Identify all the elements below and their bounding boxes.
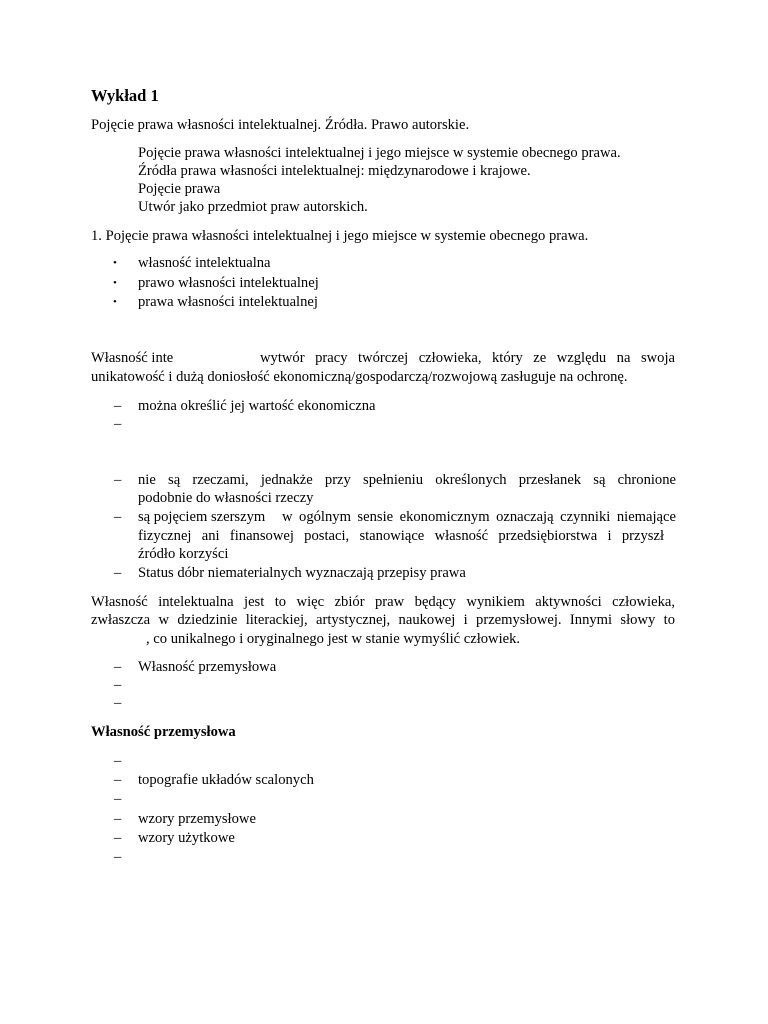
dash-icon: – (114, 565, 122, 581)
dash-icon: – (114, 677, 122, 693)
section-heading: Własność przemysłowa (91, 724, 236, 740)
dash-item: wzory użytkowe (138, 830, 235, 846)
bullet-icon: • (113, 296, 117, 308)
page-title: Wykład 1 (91, 86, 159, 105)
dash-item: wzory przemysłowe (138, 811, 256, 827)
dash-icon: – (114, 830, 122, 846)
dash-item: Status dóbr niematerialnych wyznaczają przepisy prawa (138, 565, 466, 581)
bullet-item: prawo własności intelektualnej (138, 275, 319, 291)
dash-icon: – (114, 849, 122, 865)
dash-item: w ogólnym sensie ekonomicznym oznaczają czynniki niemające (282, 509, 676, 525)
dash-icon: – (114, 659, 122, 675)
subtitle: Pojęcie prawa własności intelektualnej. Źródła. Prawo autorskie. (91, 117, 470, 133)
dash-icon: – (114, 416, 122, 432)
section-heading: 1. Pojęcie prawa własności intelektualnej i jego miejsce w systemie obecnego prawa. (91, 228, 589, 244)
dash-icon: – (114, 398, 122, 414)
bullet-icon: • (113, 257, 117, 269)
bullet-item: własność intelektualna (138, 255, 271, 271)
dash-item-continued: źródło korzyści (138, 546, 229, 562)
dash-icon: – (114, 772, 122, 788)
dash-item-continued: fizycznej ani finansowej postaci, stanowiące własność przedsiębiorstwa i przyszł (138, 528, 664, 544)
dash-icon: – (114, 791, 122, 807)
paragraph-text: wytwór pracy twórczej człowieka, który ze względu na swoja (260, 350, 675, 366)
paragraph-text: unikatowość i dużą doniosłość ekonomiczną/gospodarczą/rozwojową zasługuje na ochronę. (91, 369, 628, 385)
dash-icon: – (114, 753, 122, 769)
dash-item: są pojęciem szerszym (138, 509, 266, 525)
outline-item: Utwór jako przedmiot praw autorskich. (138, 199, 368, 215)
paragraph-text: Własność intelektualna jest to więc zbiór praw będący wynikiem aktywności człowieka, (91, 594, 675, 610)
dash-item: topografie układów scalonych (138, 772, 314, 788)
dash-item: Własność przemysłowa (138, 659, 277, 675)
outline-item: Pojęcie prawa własności intelektualnej i jego miejsce w systemie obecnego prawa. (138, 145, 621, 161)
dash-item: można określić jej wartość ekonomiczna (138, 398, 376, 414)
paragraph-text: zwłaszcza w dziedzinie literackiej, artystycznej, naukowej i przemysłowej. Innymi słowy to (91, 612, 675, 628)
dash-icon: – (114, 509, 122, 525)
dash-item: nie są rzeczami, jednakże przy spełnieniu określonych przesłanek są chronione (138, 472, 676, 488)
bullet-item: prawa własności intelektualnej (138, 294, 318, 310)
dash-icon: – (114, 695, 122, 711)
outline-item: Źródła prawa własności intelektualnej: międzynarodowe i krajowe. (138, 163, 531, 179)
bullet-icon: • (113, 277, 117, 289)
paragraph-text: , co unikalnego i oryginalnego jest w stanie wymyślić człowiek. (146, 631, 521, 647)
paragraph-text: Własność inte (91, 350, 174, 366)
dash-icon: – (114, 811, 122, 827)
dash-item-continued: podobnie do własności rzeczy (138, 490, 314, 506)
outline-item: Pojęcie prawa (138, 181, 221, 197)
dash-icon: – (114, 472, 122, 488)
